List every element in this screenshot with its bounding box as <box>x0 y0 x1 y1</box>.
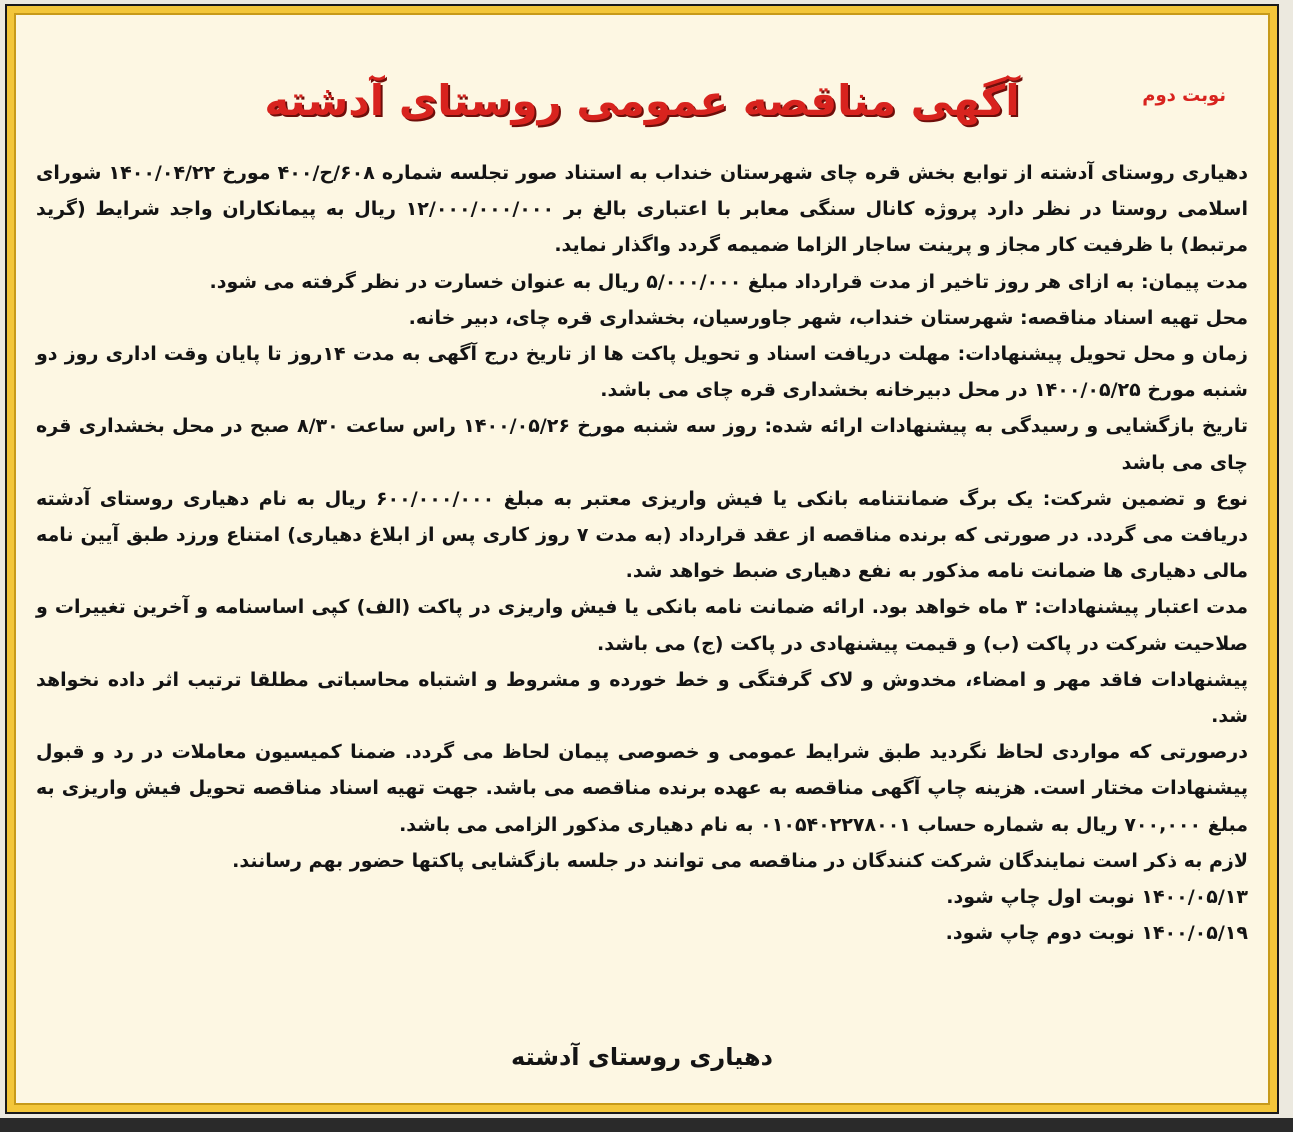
paragraph-validity: مدت اعتبار پیشنهادات: ۳ ماه خواهد بود. ارائه ضمانت نامه بانکی یا فیش واریزی در پاکت (الف) کپی اساسنامه و آخرین تغییرات و صلاحیت شرکت در پاکت (ب) و قیمت پیشنهادی در پاکت (ج) می باشد. <box>36 596 1248 655</box>
paragraph-general-terms: درصورتی که مواردی لحاظ نگردید طبق شرایط عمومی و خصوصی پیمان لحاظ می گردد. ضمنا کمیسیون معاملات در رد و قبول پیشنهادات مختار است. هزینه چاپ آگهی مناقصه به عهده برنده مناقصه می باشد. جهت تهیه اسناد مناقصه تحویل فیش واریزی به مبلغ ۷۰۰,۰۰۰ ریال به شماره حساب ۰۱۰۵۴۰۲۲۷۸۰۰۱ به نام دهیاری مذکور الزامی می باشد. <box>36 741 1248 836</box>
paragraph-attendance: لازم به ذکر است نمایندگان شرکت کنندگان در مناقصه می توانند در جلسه بازگشایی پاکتها حضور بهم رسانند. <box>232 849 1248 872</box>
title-bar <box>14 61 1270 141</box>
paragraph-first-print: ۱۴۰۰/۰۵/۱۳ نوبت اول چاپ شود. <box>946 886 1248 909</box>
tender-notice <box>7 6 1277 1112</box>
round-label: نوبت دوم <box>1142 85 1226 106</box>
paragraph-opening-date: تاریخ بازگشایی و رسیدگی به پیشنهادات ارائه شده: روز سه شنبه مورخ ۱۴۰۰/۰۵/۲۶ راس ساعت ۸/۳۰ صبح در محل بخشداری قره چای می باشد <box>36 415 1248 474</box>
paragraph-intro: دهیاری روستای آدشته از توابع بخش قره چای شهرستان خنداب به استناد صور تجلسه شماره ۶۰۸/ح/۴۰۰ مورخ ۱۴۰۰/۰۴/۲۲ شورای اسلامی روستا در نظر دارد پروژه کانال سنگی معابر با اعتباری بالغ بر ۱۲/۰۰۰/۰۰۰/۰۰۰ ریال به پیمانکاران واجد شرایط (گرید مرتبط) با ظرفیت کار مجاز و پرینت ساجار الزاما ضمیمه گردد واگذار نماید. <box>36 162 1249 257</box>
notice-body <box>36 155 1248 951</box>
paragraph-contract-duration: مدت پیمان: به ازای هر روز تاخیر از مدت قرارداد مبلغ ۵/۰۰۰/۰۰۰ ریال به عنوان خسارت در نظر گرفته می شود. <box>209 270 1248 293</box>
paragraph-invalid-bids: پیشنهادات فاقد مهر و امضاء، مخدوش و لاک گرفتگی و خط خورده و مشروط و اشتباه محاسباتی مطلقا ترتیب اثر داده نخواهد شد. <box>36 668 1248 728</box>
paragraph-submission: زمان و محل تحویل پیشنهادات: مهلت دریافت اسناد و تحویل پاکت ها از تاریخ درج آگهی به مدت ۱۴روز تا پایان وقت اداری روز دو شنبه مورخ ۱۴۰۰/۰۵/۲۵ در محل دبیرخانه بخشداری قره چای می باشد. <box>36 343 1248 402</box>
notice-title: آگهی مناقصه عمومی روستای آدشته <box>264 76 1020 125</box>
paragraph-second-print: ۱۴۰۰/۰۵/۱۹ نوبت دوم چاپ شود. <box>945 922 1248 945</box>
page-bottom-edge <box>0 1118 1293 1132</box>
signature: دهیاری روستای آدشته <box>511 1043 773 1071</box>
paragraph-guarantee: نوع و تضمین شرکت: یک برگ ضمانتنامه بانکی یا فیش واریزی معتبر به مبلغ ۶۰۰/۰۰۰/۰۰۰ ریال به نام دهیاری روستای آدشته دریافت می گردد. در صورتی که برنده مناقصه از عقد قرارداد (به مدت ۷ روز کاری پس از ابلاغ دهیاری) امتناع ورزد طبق آیین نامه مالی دهیاری ها ضمانت نامه مذکور به نفع دهیاری ضبط خواهد شد. <box>36 487 1249 583</box>
paragraph-documents-location: محل تهیه اسناد مناقصه: شهرستان خنداب، شهر جاورسیان، بخشداری قره چای، دبیر خانه. <box>408 306 1248 329</box>
